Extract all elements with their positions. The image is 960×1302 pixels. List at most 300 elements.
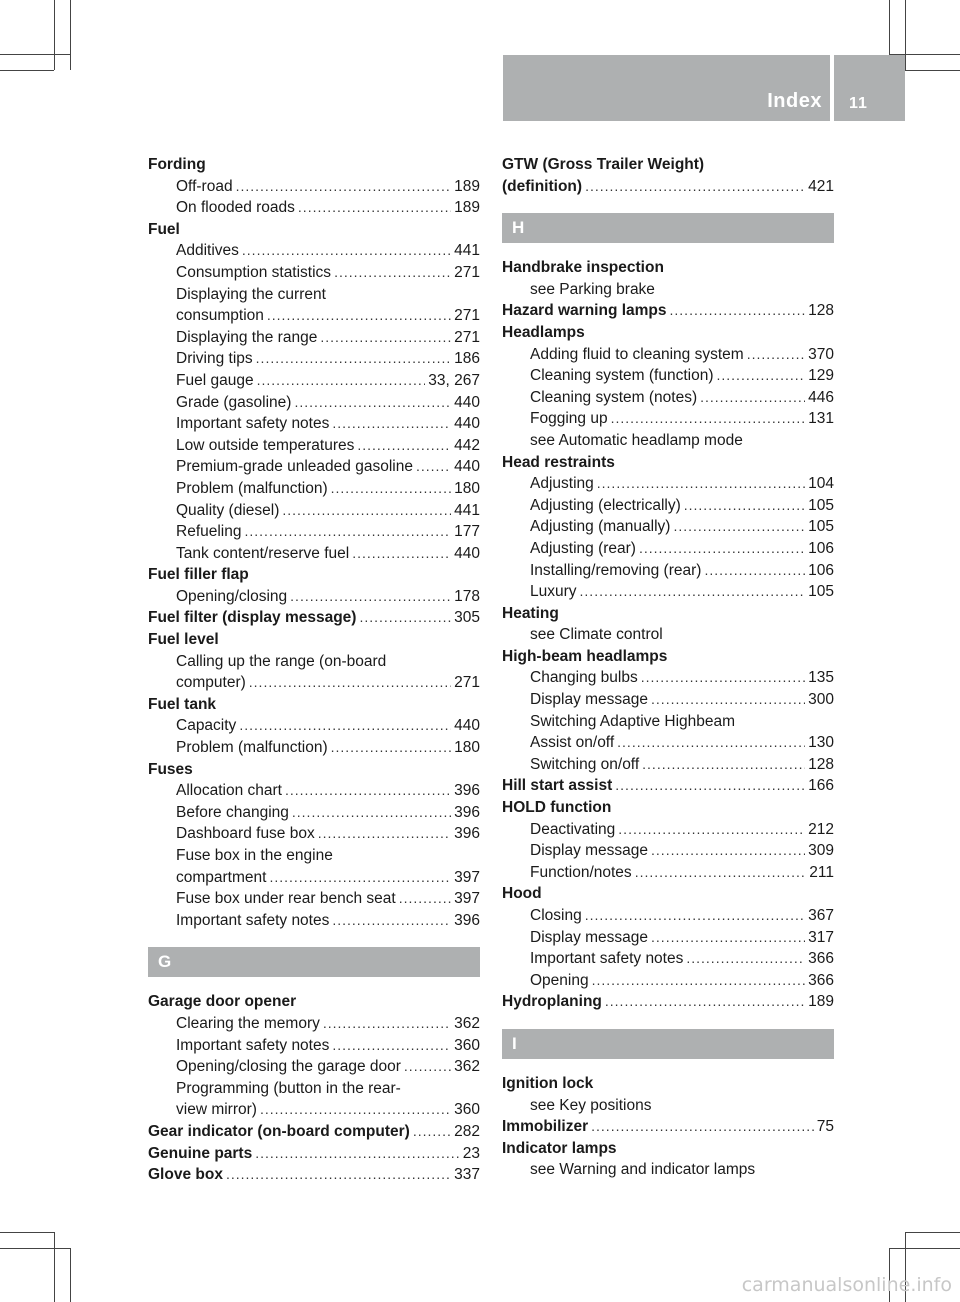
page-ref[interactable]: 211 xyxy=(809,863,834,881)
subentry-text: Quality (diesel) xyxy=(176,501,280,519)
index-subentry[interactable] xyxy=(502,581,834,603)
entry-heading: Head restraints xyxy=(502,453,615,471)
dot-leader xyxy=(290,586,451,608)
index-subentry[interactable] xyxy=(502,754,834,776)
entry-heading: Fuel level xyxy=(148,631,219,649)
dot-leader xyxy=(686,948,805,970)
index-subentry[interactable] xyxy=(502,689,834,711)
dot-leader xyxy=(267,305,451,327)
index-entry[interactable] xyxy=(502,603,834,625)
page-ref[interactable]: 105 xyxy=(808,496,834,514)
index-entry[interactable] xyxy=(502,257,834,279)
dot-leader xyxy=(226,1164,451,1186)
page-ref[interactable]: 128 xyxy=(808,755,834,773)
dot-leader xyxy=(269,867,451,889)
subentry-text: see Climate control xyxy=(530,626,663,644)
index-subentry[interactable] xyxy=(148,435,480,457)
page-ref[interactable]: 440 xyxy=(454,415,480,433)
subentry-text: Dashboard fuse box xyxy=(176,825,315,843)
page-title: Index xyxy=(767,90,822,112)
page-ref[interactable]: 309 xyxy=(808,842,834,860)
index-subentry[interactable] xyxy=(148,240,480,262)
index-subentry[interactable] xyxy=(148,327,480,349)
dot-leader xyxy=(257,370,426,392)
subentry-text: Luxury xyxy=(530,583,577,601)
index-entry[interactable] xyxy=(148,1164,480,1186)
subentry-text: Fuse box under rear bench seat xyxy=(176,890,396,908)
dot-leader xyxy=(591,1116,814,1138)
dot-leader xyxy=(580,581,806,603)
subentry-text: Grade (gasoline) xyxy=(176,393,292,411)
index-subentry[interactable] xyxy=(148,1013,480,1035)
index-subentry[interactable] xyxy=(148,284,480,306)
subentry-text: Premium-grade unleaded gasoline xyxy=(176,458,413,476)
dot-leader xyxy=(236,176,452,198)
subentry-text: compartment xyxy=(176,868,267,886)
subentry-text: Additives xyxy=(176,242,239,260)
subentry-text: Opening xyxy=(530,971,589,989)
page-ref[interactable]: 105 xyxy=(808,518,834,536)
dot-leader xyxy=(245,521,452,543)
dot-leader xyxy=(323,1013,451,1035)
subentry-text: Before changing xyxy=(176,803,289,821)
page-ref[interactable]: 128 xyxy=(808,302,834,320)
subentry-text: Fuel gauge xyxy=(176,371,254,389)
subentry-text: see Warning and indicator lamps xyxy=(530,1161,756,1179)
crop-mark xyxy=(54,0,55,70)
index-entry[interactable] xyxy=(502,452,834,474)
index-subentry[interactable] xyxy=(148,305,480,327)
page-ref[interactable]: 130 xyxy=(808,734,834,752)
entry-heading: Fording xyxy=(148,156,206,173)
index-entry[interactable] xyxy=(148,1143,480,1165)
dot-leader xyxy=(359,607,451,629)
entry-heading: GTW (Gross Trailer Weight) xyxy=(502,156,705,173)
page-ref[interactable]: 397 xyxy=(454,868,480,886)
dot-leader xyxy=(332,413,451,435)
index-subentry[interactable] xyxy=(148,1035,480,1057)
index-subentry[interactable] xyxy=(502,1095,834,1117)
crop-mark xyxy=(70,0,71,70)
crop-mark xyxy=(905,0,906,70)
subentry-text: Changing bulbs xyxy=(530,669,638,687)
index-subentry[interactable] xyxy=(502,905,834,927)
header-divider xyxy=(830,55,834,121)
index-subentry[interactable] xyxy=(502,279,834,301)
entry-heading: Fuses xyxy=(148,760,193,778)
dot-leader xyxy=(292,802,451,824)
dot-leader xyxy=(704,560,805,582)
page-ref[interactable]: 180 xyxy=(454,739,480,757)
dot-leader xyxy=(635,862,807,884)
dot-leader xyxy=(618,819,805,841)
index-entry[interactable] xyxy=(148,694,480,716)
dot-leader xyxy=(684,495,805,517)
entry-heading: Fuel filler flap xyxy=(148,566,249,584)
page-ref[interactable]: 212 xyxy=(808,820,834,838)
entry-heading: Fuel tank xyxy=(148,695,217,713)
page-ref[interactable]: 440 xyxy=(454,544,480,562)
index-subentry[interactable] xyxy=(148,823,480,845)
page-ref[interactable]: 397 xyxy=(454,890,480,908)
index-entry[interactable] xyxy=(502,991,834,1013)
dot-leader xyxy=(242,240,451,262)
page-ref[interactable]: 180 xyxy=(454,479,480,497)
subentry-text: Switching Adaptive Highbeam xyxy=(530,712,736,730)
dot-leader xyxy=(670,300,806,322)
page-ref[interactable]: 442 xyxy=(454,436,480,454)
subentry-text: Tank content/reserve fuel xyxy=(176,544,350,562)
subentry-text: Allocation chart xyxy=(176,782,282,800)
page-ref[interactable]: 366 xyxy=(808,950,834,968)
dot-leader xyxy=(413,1121,451,1143)
dot-leader xyxy=(651,689,805,711)
page-ref[interactable]: 271 xyxy=(454,307,480,325)
entry-heading: Glove box xyxy=(148,1166,223,1184)
page-ref[interactable]: 362 xyxy=(454,1014,480,1032)
subentry-text: Refueling xyxy=(176,523,242,541)
index-subentry[interactable] xyxy=(148,500,480,522)
index-subentry[interactable] xyxy=(502,624,834,646)
entry-heading: Gear indicator (on-board computer) xyxy=(148,1122,410,1140)
dot-leader xyxy=(651,840,805,862)
page-ref[interactable]: 135 xyxy=(808,669,834,687)
page-ref[interactable]: 421 xyxy=(808,177,834,195)
index-subentry[interactable] xyxy=(148,586,480,608)
section-letter-bar: G xyxy=(148,947,480,977)
page-ref[interactable]: 105 xyxy=(808,583,834,601)
crop-mark xyxy=(70,1248,71,1302)
dot-leader xyxy=(352,543,451,565)
page-ref[interactable]: 271 xyxy=(454,263,480,281)
entry-heading: Genuine parts xyxy=(148,1144,253,1162)
index-entry[interactable] xyxy=(148,991,480,1013)
index-subentry[interactable] xyxy=(148,348,480,370)
dot-leader xyxy=(404,1056,451,1078)
index-subentry[interactable] xyxy=(502,408,834,430)
entry-heading: Headlamps xyxy=(502,323,585,341)
section-letter-bar: I xyxy=(502,1029,834,1059)
dot-leader xyxy=(320,327,451,349)
entry-heading: Indicator lamps xyxy=(502,1139,617,1157)
page-ref[interactable]: 106 xyxy=(808,561,834,579)
subentry-text: Display message xyxy=(530,842,649,860)
page-ref[interactable]: 186 xyxy=(454,350,480,368)
subentry-text: Installing/removing (rear) xyxy=(530,561,702,579)
crop-mark xyxy=(54,1232,55,1302)
subentry-text: Adding fluid to cleaning system xyxy=(530,345,744,363)
dot-leader xyxy=(332,1035,451,1057)
index-subentry[interactable] xyxy=(148,176,480,198)
page-ref[interactable]: 396 xyxy=(454,803,480,821)
subentry-text: Cleaning system (function) xyxy=(530,367,714,385)
page-ref[interactable]: 440 xyxy=(454,717,480,735)
page-ref[interactable]: 300 xyxy=(808,691,834,709)
page-ref[interactable]: 446 xyxy=(808,388,834,406)
dot-leader xyxy=(700,387,805,409)
page-ref[interactable]: 337 xyxy=(454,1166,480,1184)
dot-leader xyxy=(331,478,452,500)
index-subentry[interactable] xyxy=(502,862,834,884)
index-entry[interactable] xyxy=(502,1073,834,1095)
dot-leader xyxy=(747,344,805,366)
dot-leader xyxy=(260,1099,451,1121)
page-ref[interactable]: 360 xyxy=(454,1036,480,1054)
index-entry[interactable] xyxy=(502,775,834,797)
index-subentry[interactable] xyxy=(502,948,834,970)
dot-leader xyxy=(318,823,451,845)
page-ref[interactable]: 178 xyxy=(454,587,480,605)
index-subentry[interactable] xyxy=(148,845,480,867)
page-ref[interactable]: 33, 267 xyxy=(428,371,480,389)
index-column-right xyxy=(502,154,834,1181)
subentry-text: Low outside temperatures xyxy=(176,436,355,454)
index-subentry[interactable] xyxy=(148,1078,480,1100)
index-subentry[interactable] xyxy=(148,392,480,414)
index-entry[interactable] xyxy=(502,1116,834,1138)
index-subentry[interactable] xyxy=(502,495,834,517)
dot-leader xyxy=(416,456,451,478)
subentry-text: Off-road xyxy=(176,177,233,195)
index-subentry[interactable] xyxy=(502,344,834,366)
dot-leader xyxy=(294,392,451,414)
watermark: carmanualsonline.info xyxy=(741,1274,952,1296)
dot-leader xyxy=(717,365,806,387)
subentry-text: Important safety notes xyxy=(530,950,684,968)
dot-leader xyxy=(255,1143,460,1165)
entry-heading: Hood xyxy=(502,885,542,903)
entry-heading: Ignition lock xyxy=(502,1074,594,1092)
dot-leader xyxy=(611,408,806,430)
index-subentry[interactable] xyxy=(148,802,480,824)
index-entry[interactable] xyxy=(148,629,480,651)
index-subentry[interactable] xyxy=(502,970,834,992)
index-entry[interactable] xyxy=(148,154,480,176)
subentry-text: Important safety notes xyxy=(176,415,330,433)
index-subentry[interactable] xyxy=(502,819,834,841)
page-ref[interactable]: 271 xyxy=(454,328,480,346)
subentry-text: Closing xyxy=(530,907,582,924)
page-ref[interactable]: 396 xyxy=(454,825,480,843)
index-subentry[interactable] xyxy=(148,888,480,910)
page-ref[interactable]: 177 xyxy=(454,523,480,541)
dot-leader xyxy=(298,197,451,219)
crop-mark xyxy=(0,1248,70,1249)
page-ref[interactable]: 166 xyxy=(808,777,834,795)
header-bar xyxy=(503,55,905,121)
entry-heading: Hazard warning lamps xyxy=(502,302,667,320)
index-subentry[interactable] xyxy=(148,521,480,543)
entry-heading: Heating xyxy=(502,604,559,622)
index-entry[interactable] xyxy=(502,300,834,322)
index-subentry[interactable] xyxy=(148,715,480,737)
page-ref[interactable]: 360 xyxy=(454,1101,480,1119)
index-entry[interactable] xyxy=(502,176,834,198)
page-ref[interactable]: 282 xyxy=(454,1122,480,1140)
index-subentry[interactable] xyxy=(502,430,834,452)
index-entry[interactable] xyxy=(502,797,834,819)
index-subentry[interactable] xyxy=(148,910,480,932)
subentry-text: see Parking brake xyxy=(530,280,655,298)
index-subentry[interactable] xyxy=(502,516,834,538)
dot-leader xyxy=(592,970,806,992)
subentry-text: Adjusting (rear) xyxy=(530,539,636,557)
index-subentry[interactable] xyxy=(502,667,834,689)
index-subentry[interactable] xyxy=(148,1099,480,1121)
index-entry[interactable] xyxy=(502,883,834,905)
index-entry[interactable] xyxy=(148,219,480,241)
dot-leader xyxy=(651,927,805,949)
subentry-text: Adjusting (electrically) xyxy=(530,496,681,514)
dot-leader xyxy=(639,538,805,560)
crop-mark xyxy=(0,1232,54,1233)
index-subentry[interactable] xyxy=(148,262,480,284)
subentry-text: Assist on/off xyxy=(530,734,615,752)
index-subentry[interactable] xyxy=(148,197,480,219)
index-entry[interactable] xyxy=(502,646,834,668)
page-ref[interactable]: 131 xyxy=(808,410,834,428)
dot-leader xyxy=(282,500,451,522)
subentry-text: Opening/closing xyxy=(176,587,288,605)
page-ref[interactable]: 367 xyxy=(808,907,834,924)
page-ref[interactable]: 129 xyxy=(808,367,834,385)
subentry-text: Display message xyxy=(530,691,649,709)
dot-leader xyxy=(249,672,451,694)
entry-heading: Immobilizer xyxy=(502,1118,589,1136)
index-subentry[interactable] xyxy=(502,473,834,495)
page-ref[interactable]: 441 xyxy=(454,501,480,519)
page-ref[interactable]: 75 xyxy=(816,1118,834,1136)
index-subentry[interactable] xyxy=(502,538,834,560)
index-entry[interactable] xyxy=(148,759,480,781)
crop-mark xyxy=(889,1248,960,1249)
entry-heading: High-beam headlamps xyxy=(502,647,668,665)
page-ref[interactable]: 396 xyxy=(454,911,480,929)
crop-mark xyxy=(905,70,960,71)
page-ref[interactable]: 189 xyxy=(454,177,480,195)
dot-leader xyxy=(585,176,805,198)
subentry-text: Consumption statistics xyxy=(176,263,332,281)
crop-mark xyxy=(0,54,70,55)
page-ref[interactable]: 441 xyxy=(454,242,480,260)
dot-leader xyxy=(332,910,451,932)
page-number: 11 xyxy=(849,95,868,112)
index-entry[interactable] xyxy=(502,1138,834,1160)
dot-leader xyxy=(334,262,451,284)
index-subentry[interactable] xyxy=(148,651,480,673)
page-ref[interactable]: 362 xyxy=(454,1058,480,1076)
index-subentry[interactable] xyxy=(502,387,834,409)
subentry-text: Driving tips xyxy=(176,350,253,368)
page-ref[interactable]: 271 xyxy=(454,674,480,692)
dot-leader xyxy=(399,888,451,910)
page-ref[interactable]: 440 xyxy=(454,393,480,411)
index-subentry[interactable] xyxy=(502,365,834,387)
crop-mark xyxy=(905,1232,960,1233)
index-subentry[interactable] xyxy=(148,413,480,435)
index-subentry[interactable] xyxy=(502,1159,834,1181)
subentry-text: Display message xyxy=(530,928,649,946)
page-ref[interactable]: 440 xyxy=(454,458,480,476)
page-ref[interactable]: 370 xyxy=(808,345,834,363)
page-ref[interactable]: 189 xyxy=(808,993,834,1011)
index-subentry[interactable] xyxy=(148,672,480,694)
dot-leader xyxy=(641,667,805,689)
subentry-text: Capacity xyxy=(176,717,237,735)
subentry-text: Clearing the memory xyxy=(176,1014,320,1032)
index-entry[interactable] xyxy=(502,322,834,344)
subentry-text: Problem (malfunction) xyxy=(176,479,328,497)
page-ref[interactable]: 189 xyxy=(454,199,480,217)
entry-heading: Hydroplaning xyxy=(502,993,602,1011)
subentry-text: On flooded roads xyxy=(176,199,295,217)
dot-leader xyxy=(239,715,451,737)
index-entry[interactable] xyxy=(502,154,834,176)
index-subentry[interactable] xyxy=(502,927,834,949)
dot-leader xyxy=(642,754,805,776)
index-subentry[interactable] xyxy=(502,711,834,733)
subentry-text: Calling up the range (on-board xyxy=(176,652,387,670)
page-ref[interactable]: 106 xyxy=(808,539,834,557)
page-ref[interactable]: 396 xyxy=(454,782,480,800)
page-ref[interactable]: 104 xyxy=(808,475,834,493)
subentry-text: Opening/closing the garage door xyxy=(176,1058,401,1076)
subentry-text: computer) xyxy=(176,674,246,692)
index-subentry[interactable] xyxy=(148,867,480,889)
subentry-text: Deactivating xyxy=(530,820,616,838)
dot-leader xyxy=(285,780,451,802)
dot-leader xyxy=(597,473,805,495)
page-ref[interactable]: 305 xyxy=(454,609,480,627)
page-ref[interactable]: 23 xyxy=(462,1144,480,1162)
subentry-text: Important safety notes xyxy=(176,911,330,929)
index-subentry[interactable] xyxy=(502,840,834,862)
index-subentry[interactable] xyxy=(148,1056,480,1078)
crop-mark xyxy=(0,70,54,71)
entry-heading: Fuel xyxy=(148,220,180,238)
subentry-text: Displaying the current xyxy=(176,285,326,303)
index-entry[interactable] xyxy=(148,1121,480,1143)
index-entry[interactable] xyxy=(148,607,480,629)
index-subentry[interactable] xyxy=(148,478,480,500)
entry-heading: Hill start assist xyxy=(502,777,613,795)
index-subentry[interactable] xyxy=(148,543,480,565)
subentry-text: Adjusting (manually) xyxy=(530,518,671,536)
subentry-text: Switching on/off xyxy=(530,755,640,773)
index-entry[interactable] xyxy=(148,564,480,586)
subentry-text: Adjusting xyxy=(530,475,594,493)
page-ref[interactable]: 317 xyxy=(808,928,834,946)
subentry-text: see Automatic headlamp mode xyxy=(530,431,743,449)
entry-heading: Garage door opener xyxy=(148,993,297,1011)
subentry-text: Fogging up xyxy=(530,410,608,428)
subentry-text: see Key positions xyxy=(530,1096,652,1114)
index-subentry[interactable] xyxy=(148,780,480,802)
index-subentry[interactable] xyxy=(148,456,480,478)
dot-leader xyxy=(331,737,452,759)
subentry-text: Problem (malfunction) xyxy=(176,739,328,757)
subentry-text: Fuse box in the engine xyxy=(176,847,333,864)
index-subentry[interactable] xyxy=(502,732,834,754)
index-subentry[interactable] xyxy=(148,737,480,759)
entry-heading: Handbrake inspection xyxy=(502,259,664,277)
subentry-text: Important safety notes xyxy=(176,1036,330,1054)
dot-leader xyxy=(673,516,805,538)
index-subentry[interactable] xyxy=(502,560,834,582)
page-ref[interactable]: 366 xyxy=(808,971,834,989)
index-subentry[interactable] xyxy=(148,370,480,392)
dot-leader xyxy=(357,435,451,457)
